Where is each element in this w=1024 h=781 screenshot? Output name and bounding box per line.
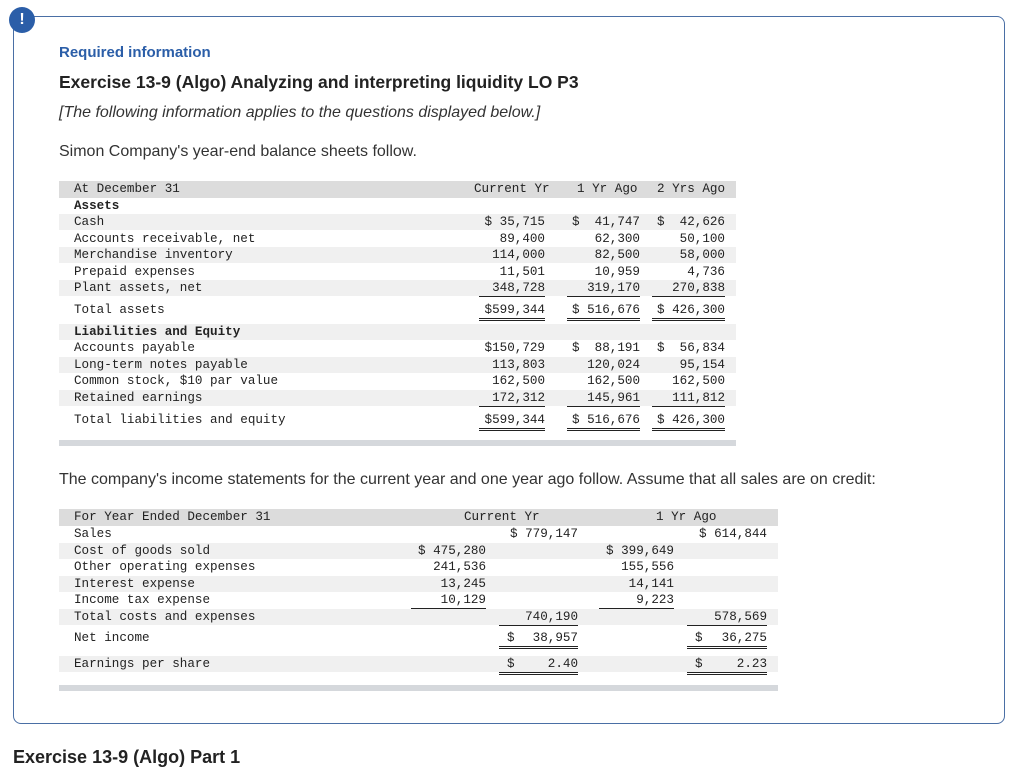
current-yr-value: 2.40 — [547, 657, 578, 671]
table-row — [59, 526, 778, 542]
1yr-ago-value: 10,959 — [594, 265, 640, 279]
liabilities-equity-label: Liabilities and Equity — [74, 325, 241, 339]
1yr-ago-value: 36,275 — [721, 631, 767, 645]
alert-icon: ! — [9, 7, 35, 33]
table-row — [59, 280, 736, 296]
1yr-ago-detail: 9,223 — [599, 592, 674, 609]
1yr-ago-value: 145,961 — [567, 390, 640, 407]
row-label: Earnings per share — [74, 657, 211, 671]
2yrs-ago-value: $ 426,300 — [652, 302, 725, 321]
current-yr-value: 113,803 — [492, 358, 545, 372]
1yr-ago-value: $ 614,844 — [698, 527, 767, 541]
header-current-yr: Current Yr — [474, 182, 550, 196]
2yrs-ago-value: 270,838 — [652, 280, 725, 297]
row-label: Income tax expense — [74, 593, 211, 607]
current-yr-detail: 10,129 — [411, 592, 486, 609]
row-label: Accounts receivable, net — [74, 232, 256, 246]
row-label: Plant assets, net — [74, 281, 203, 295]
current-yr-detail: 241,536 — [433, 560, 486, 574]
income-statement-intro: The company's income statements for the current year and one year ago follow. Assume that all sales are on credit: — [59, 471, 876, 488]
table-row — [59, 214, 736, 230]
2yrs-ago-value: 162,500 — [672, 374, 725, 388]
header-label: For Year Ended December 31 — [74, 510, 271, 524]
header-2yrs-ago: 2 Yrs Ago — [657, 182, 726, 196]
table-row — [59, 559, 778, 575]
table-header-row — [59, 509, 778, 526]
1yr-ago-value: 82,500 — [594, 248, 640, 262]
current-yr-value: 162,500 — [492, 374, 545, 388]
row-label: Interest expense — [74, 577, 195, 591]
currency-sign: $ — [507, 657, 515, 671]
row-label: Total assets — [74, 303, 165, 317]
row-label: Long-term notes payable — [74, 358, 248, 372]
1yr-ago-value: 2.23 — [736, 657, 767, 671]
header-current-yr: Current Yr — [464, 510, 540, 524]
header-label: At December 31 — [74, 182, 180, 196]
balance-sheet-table — [59, 180, 736, 446]
currency-sign: $ — [695, 657, 703, 671]
current-yr-value: $150,729 — [484, 341, 545, 355]
1yr-ago-value: 162,500 — [587, 374, 640, 388]
current-yr-value: 740,190 — [499, 609, 578, 626]
current-yr-value: 38,957 — [532, 631, 578, 645]
table-row — [59, 373, 736, 389]
table-row — [59, 247, 736, 263]
2yrs-ago-value: 50,100 — [679, 232, 725, 246]
table-row — [59, 340, 736, 356]
table-header-row — [59, 181, 736, 198]
current-yr-value: $ 35,715 — [484, 215, 545, 229]
1yr-ago-value-box — [687, 630, 767, 649]
current-yr-value: 348,728 — [479, 280, 545, 297]
2yrs-ago-value: $ 426,300 — [652, 412, 725, 431]
total-row — [59, 302, 736, 318]
currency-sign: $ — [507, 631, 515, 645]
row-label: Net income — [74, 631, 150, 645]
required-information-heading: Required information — [59, 44, 211, 61]
table-row — [59, 543, 778, 559]
row-label: Cost of goods sold — [74, 544, 211, 558]
1yr-ago-detail: 14,141 — [628, 577, 674, 591]
1yr-ago-eps-box — [687, 656, 767, 675]
total-row — [59, 412, 736, 428]
table-row — [59, 609, 778, 625]
table-row — [59, 264, 736, 280]
row-label: Other operating expenses — [74, 560, 256, 574]
current-yr-value: 11,501 — [499, 265, 545, 279]
table-row — [59, 576, 778, 592]
1yr-ago-value: 120,024 — [587, 358, 640, 372]
header-1yr-ago: 1 Yr Ago — [577, 182, 638, 196]
row-label: Common stock, $10 par value — [74, 374, 279, 388]
1yr-ago-detail: 155,556 — [621, 560, 674, 574]
current-yr-value: $599,344 — [479, 302, 545, 321]
2yrs-ago-value: 95,154 — [679, 358, 725, 372]
current-yr-value-box — [499, 630, 578, 649]
table-row — [59, 231, 736, 247]
2yrs-ago-value: 111,812 — [652, 390, 725, 407]
part-title: Exercise 13-9 (Algo) Part 1 — [13, 747, 241, 767]
total-row — [59, 656, 778, 672]
section-label — [59, 198, 736, 214]
1yr-ago-value: $ 88,191 — [571, 341, 640, 355]
row-label: Accounts payable — [74, 341, 195, 355]
currency-sign: $ — [695, 631, 703, 645]
2yrs-ago-value: $ 56,834 — [656, 341, 725, 355]
current-yr-value: 114,000 — [492, 248, 545, 262]
row-label: Retained earnings — [74, 391, 203, 405]
1yr-ago-value: 62,300 — [594, 232, 640, 246]
exercise-title: Exercise 13-9 (Algo) Analyzing and interpreting liquidity LO P3 — [59, 72, 579, 92]
income-statement-table — [59, 508, 778, 688]
current-yr-detail: $ 475,280 — [417, 544, 486, 558]
current-yr-value: 172,312 — [479, 390, 545, 407]
total-row — [59, 630, 778, 646]
table-row — [59, 390, 736, 406]
1yr-ago-value: $ 41,747 — [571, 215, 640, 229]
2yrs-ago-value: 58,000 — [679, 248, 725, 262]
1yr-ago-value: 578,569 — [687, 609, 767, 626]
current-yr-value: $ 779,147 — [509, 527, 578, 541]
section-label — [59, 324, 736, 340]
balance-sheet-intro: Simon Company's year-end balance sheets follow. — [59, 143, 417, 160]
row-label: Prepaid expenses — [74, 265, 195, 279]
1yr-ago-value: $ 516,676 — [567, 302, 640, 321]
row-label: Merchandise inventory — [74, 248, 233, 262]
row-label: Cash — [74, 215, 105, 229]
current-yr-value: 89,400 — [499, 232, 545, 246]
table-row — [59, 592, 778, 608]
table-row — [59, 357, 736, 373]
row-label: Sales — [74, 527, 112, 541]
1yr-ago-value: $ 516,676 — [567, 412, 640, 431]
table-divider — [59, 685, 778, 691]
assets-label: Assets — [74, 199, 120, 213]
current-yr-detail: 13,245 — [440, 577, 486, 591]
2yrs-ago-value: $ 42,626 — [656, 215, 725, 229]
1yr-ago-value: 319,170 — [567, 280, 640, 297]
current-yr-eps-box — [499, 656, 578, 675]
current-yr-value: $599,344 — [479, 412, 545, 431]
table-divider — [59, 440, 736, 446]
header-1yr-ago: 1 Yr Ago — [656, 510, 717, 524]
1yr-ago-detail: $ 399,649 — [605, 544, 674, 558]
applies-note: [The following information applies to the questions displayed below.] — [59, 104, 541, 121]
row-label: Total liabilities and equity — [74, 413, 286, 427]
row-label: Total costs and expenses — [74, 610, 256, 624]
2yrs-ago-value: 4,736 — [687, 265, 725, 279]
